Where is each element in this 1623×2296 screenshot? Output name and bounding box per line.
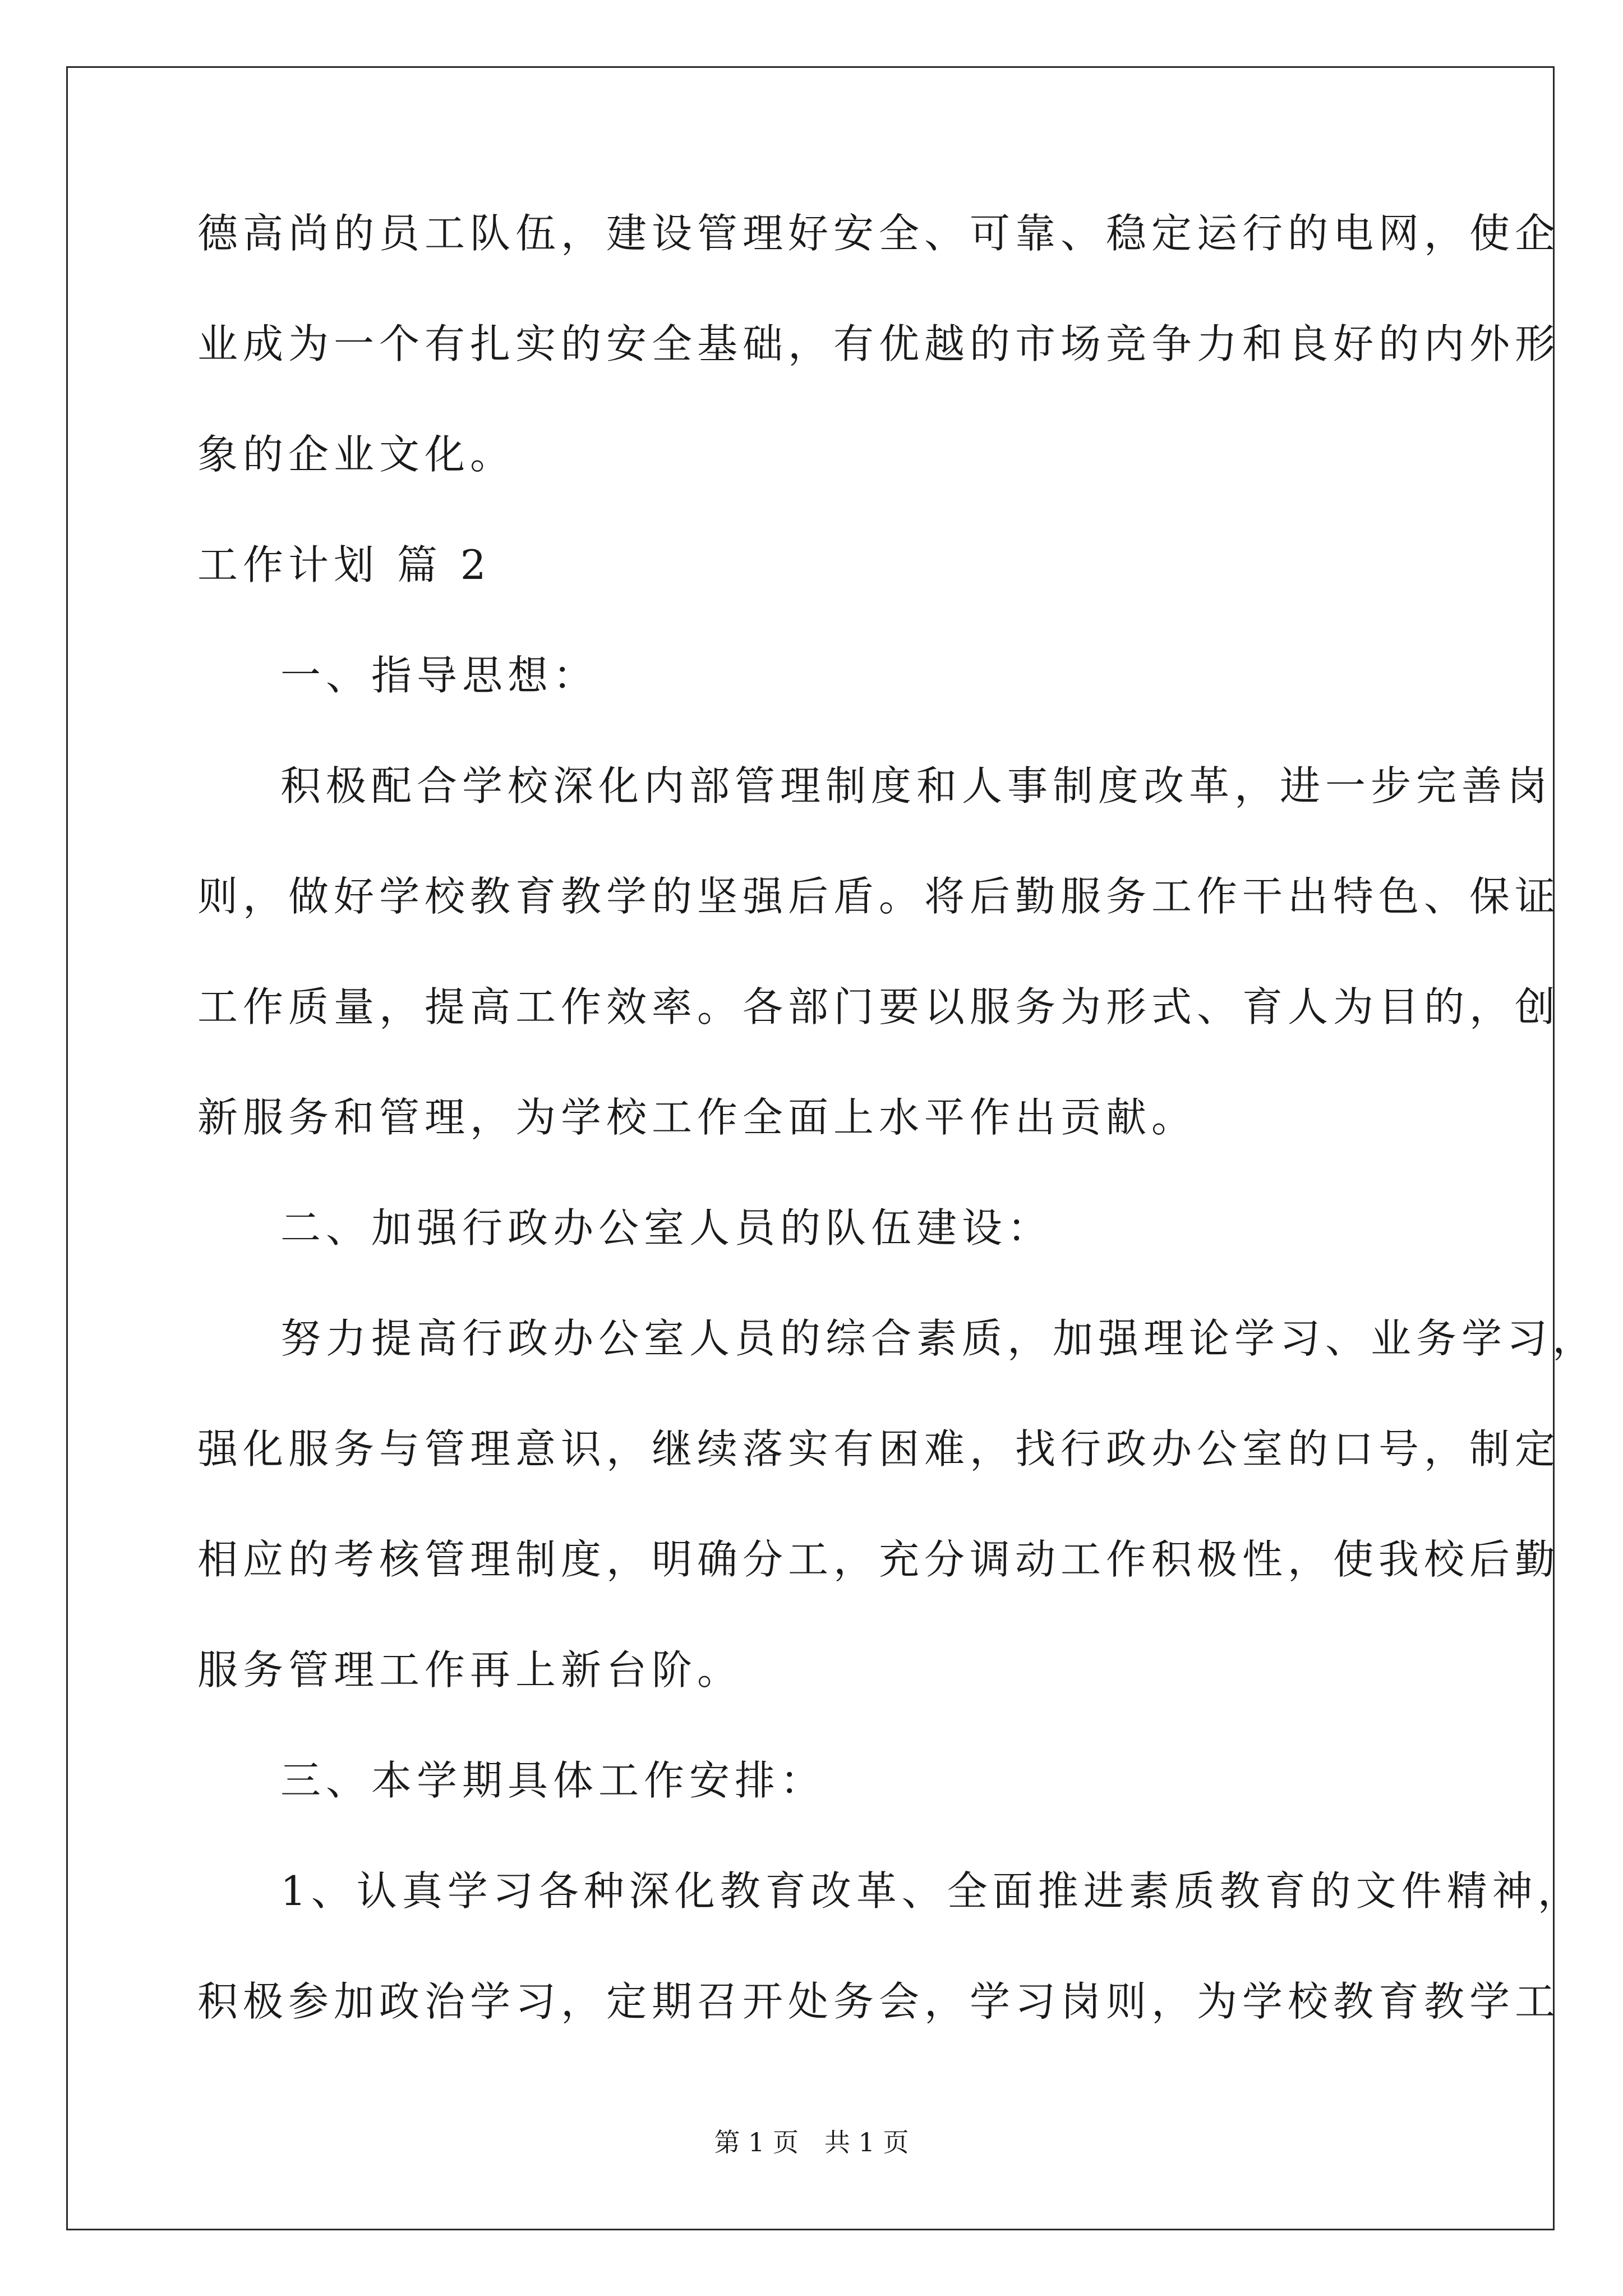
document-body xyxy=(197,210,1598,2092)
text-line: 德高尚的员工队伍，建设管理好安全、可靠、稳定运行的电网，使企 xyxy=(197,210,1561,257)
section-heading: 工作计划 篇 2 xyxy=(197,541,491,588)
text-line: 1、认真学习各种深化教育改革、全面推进素质教育的文件精神， xyxy=(280,1867,1583,1915)
text-line: 积极参加政治学习，定期召开处务会，学习岗则，为学校教育教学工 xyxy=(197,1978,1561,2025)
text-line: 相应的考核管理制度，明确分工，充分调动工作积极性，使我校后勤 xyxy=(197,1536,1561,1583)
subheading-work-arrangement: 三、本学期具体工作安排： xyxy=(280,1757,826,1804)
text-line: 服务管理工作再上新台阶。 xyxy=(197,1646,743,1694)
subheading-guiding-ideology: 一、指导思想： xyxy=(280,652,599,699)
text-line: 强化服务与管理意识，继续落实有困难，找行政办公室的口号，制定 xyxy=(197,1425,1561,1473)
text-line: 努力提高行政办公室人员的综合素质，加强理论学习、业务学习， xyxy=(280,1315,1598,1362)
text-line: 象的企业文化。 xyxy=(197,431,516,478)
text-line: 则，做好学校教育教学的坚强后盾。将后勤服务工作干出特色、保证 xyxy=(197,873,1561,920)
page-footer: 第 1 页 共 1 页 xyxy=(714,2127,909,2157)
text-line: 工作质量，提高工作效率。各部门要以服务为形式、育人为目的，创 xyxy=(197,983,1561,1030)
text-line: 新服务和管理，为学校工作全面上水平作出贡献。 xyxy=(197,1094,1197,1141)
text-line: 积极配合学校深化内部管理制度和人事制度改革，进一步完善岗 xyxy=(280,762,1553,809)
text-line: 业成为一个有扎实的安全基础，有优越的市场竞争力和良好的内外形 xyxy=(197,320,1561,367)
subheading-team-building: 二、加强行政办公室人员的队伍建设： xyxy=(280,1204,1053,1251)
